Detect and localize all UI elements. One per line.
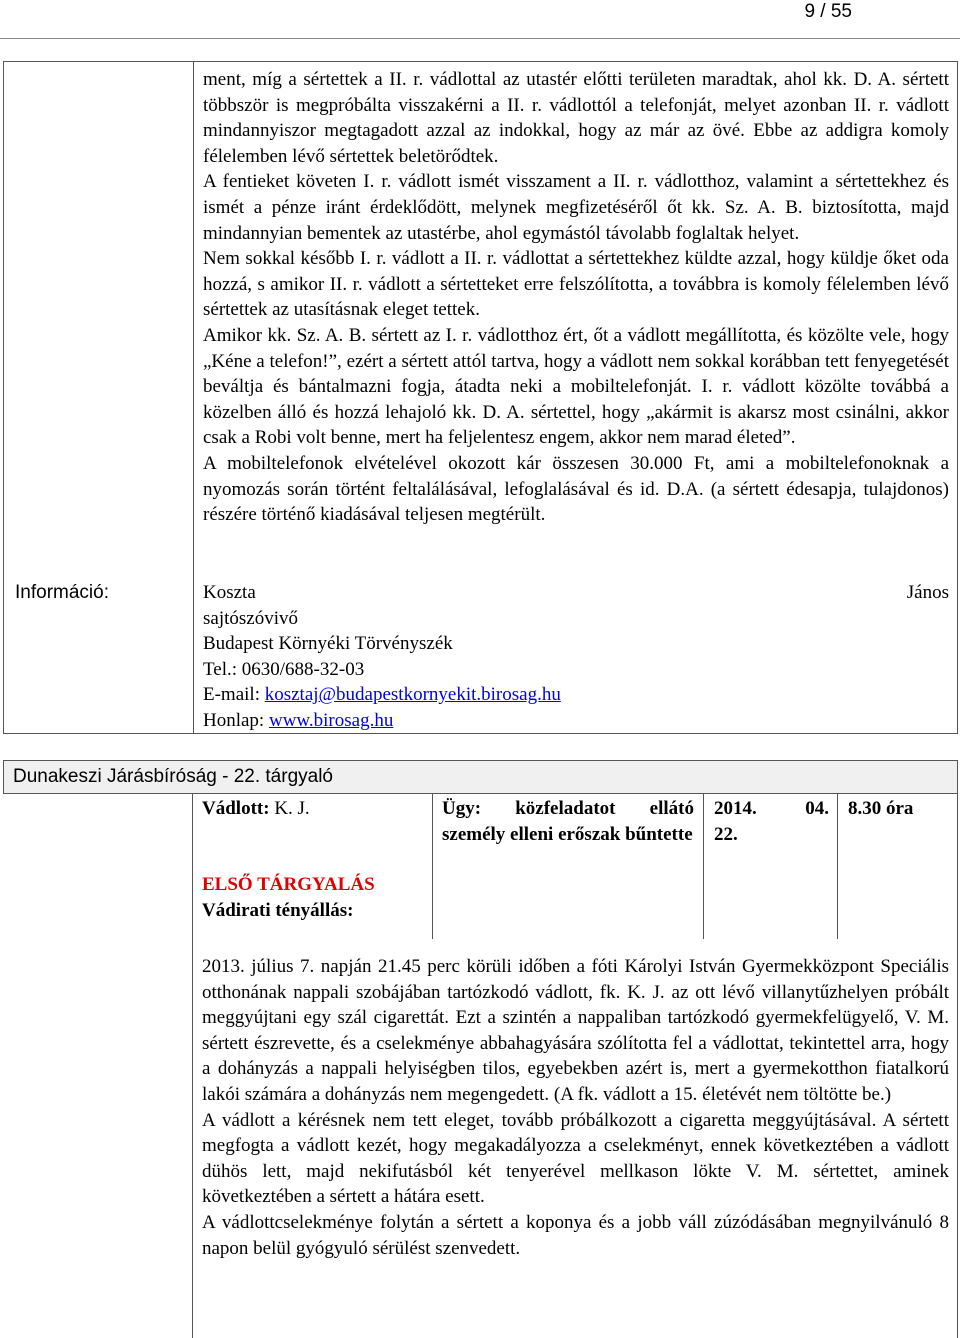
header-rule	[0, 38, 960, 39]
case-cell: Ügy: közfeladatot ellátó személy elleni erőszak bűntette	[442, 798, 694, 845]
paragraph: 2013. július 7. napján 21.45 perc körüli időben a fóti Károlyi István Gyermekközpont Speciális otthonának nappali szobájában tartózkodó vádlott, fk. K. J. az ott lévő villanytűzhelyen próbált meggyújtani egy szál cigarettát. Ezt a szintén a nappaliban tartózkodó gyermekfelügyelő, V. M. sértett észrevette, és a cselekménye abbahagyására szólította fel a vádlottat, tekintettel arra, hogy a dohányzás a nappali helyiségben tilos, egyebekben azért is, mert a gyermekotthon fiatalkorú lakói számára a dohányzás nem megengedett. (A fk. vádlott a 15. életévét nem töltötte be.)	[202, 956, 949, 1105]
website-link[interactable]: www.birosag.hu	[268, 709, 394, 731]
date-year: 2014.	[714, 798, 757, 819]
hearing-table	[192, 793, 958, 1338]
contact-block	[203, 580, 949, 734]
defendant-cell	[202, 796, 434, 822]
contact-email-row	[203, 682, 949, 708]
contact-name	[203, 580, 949, 606]
indictment-facts	[202, 954, 949, 1261]
contact-last-name: János	[906, 582, 949, 603]
paragraph: A vádlott a kérésnek nem tett eleget, tovább próbálkozott a cigaretta meggyújtásával. A sértett megfogta a vádlott kezét, hogy megakadályozza a cselekményt, ennek következtében a vádlott dühös lett, majd nekifutásból két tenyerével mellkason lökte V. M. sértettet, aminek következtében a sértett a hátára esett.	[202, 1109, 949, 1208]
defendant-label: Vádlott:	[202, 798, 270, 819]
info-table	[3, 61, 958, 734]
continued-facts	[203, 67, 949, 528]
paragraph: Nem sokkal később I. r. vádlott a II. r. vádlottat a sértettekhez küldte azzal, hogy küldje őket oda hozzá, s amikor II. r. vádlott a sértetteket erre felszólította, a továbbra is komoly félelemben lévő sértettek az utasításnak eleget tettek.	[203, 248, 949, 321]
indictment-label: Vádirati tényállás:	[202, 900, 354, 921]
paragraph: A mobiltelefonok elvételével okozott kár összesen 30.000 Ft, ami a mobiltelefonoknak a nyomozás során történt feltalálásával, lefoglalásával és id. D.A. (a sértett édesapja, tulajdonos) részére történő kiadásával teljesen megtérült.	[203, 452, 949, 526]
email-link[interactable]: kosztaj@budapestkornyekit.birosag.hu	[264, 684, 561, 706]
cell-divider	[837, 793, 838, 939]
date-day: 22.	[714, 823, 738, 845]
contact-web-row	[203, 708, 949, 734]
contact-org: Budapest Környéki Törvényszék	[203, 633, 453, 655]
email-label: E-mail:	[203, 684, 265, 706]
defendant-name: K. J.	[269, 798, 310, 819]
contact-phone: Tel.: 0630/688-32-03	[203, 658, 365, 680]
time-cell: 8.30 óra	[848, 798, 914, 819]
paragraph: A vádlottcselekménye folytán a sértett a koponya és a jobb váll zúzódásában megnyilvánuló 8 napon belül gyógyuló sérülést szenvedett.	[202, 1211, 949, 1259]
date-month: 04.	[805, 798, 829, 819]
paragraph: Amikor kk. Sz. A. B. sértett az I. r. vádlotthoz ért, őt a vádlott megállította, és közölte vele, hogy „Kéne a telefon!”, ezért a sértett attól tartva, hogy a vádlott nem sokkal korábban tett fenyegetését beváltja és bántalmazni fogja, átadta neki a mobiltelefonját. I. r. vádlott közölte továbbá a közelben álló és hozzá lehajoló kk. D. A. sértettel, hogy „akármit is akarsz most csinálni, akkor csak a Robi volt benne, mert ha feljelentesz engem, akkor nem marad életed”.	[203, 324, 949, 449]
date-cell	[714, 796, 829, 847]
first-hearing-label: ELSŐ TÁRGYALÁS	[202, 874, 375, 895]
paragraph: ment, míg a sértettek a II. r. vádlottal az utastér előtti területen maradtak, ahol kk. D. A. sértett többször is megpróbálta visszakérni a II. r. vádlottól a telefonját, melyet azonban II. r. vádlott mindannyiszor megtagadott azzal az indokkal, hogy az már az övé. Ebbe az addigra komoly félelemben lévő sértettek beletörődtek.	[203, 69, 949, 167]
court-header: Dunakeszi Járásbíróság - 22. tárgyaló	[3, 760, 958, 794]
page-number: 9 / 55	[804, 1, 852, 22]
contact-first-name: Koszta	[203, 582, 256, 603]
web-label: Honlap:	[203, 709, 269, 731]
column-divider	[193, 62, 194, 733]
paragraph: A fentieket követen I. r. vádlott ismét visszament a II. r. vádlotthoz, valamint a sértettekhez és ismét a pénze iránt érdeklődött, melynek megfizetéséről őt kk. Sz. A. B. biztosította, majd mindannyian bementek az utastérbe, ahol egymástól távolabb foglaltak helyet.	[203, 171, 949, 244]
cell-divider	[703, 793, 704, 939]
info-label: Információ:	[15, 582, 109, 603]
contact-role: sajtószóvivő	[203, 607, 298, 629]
